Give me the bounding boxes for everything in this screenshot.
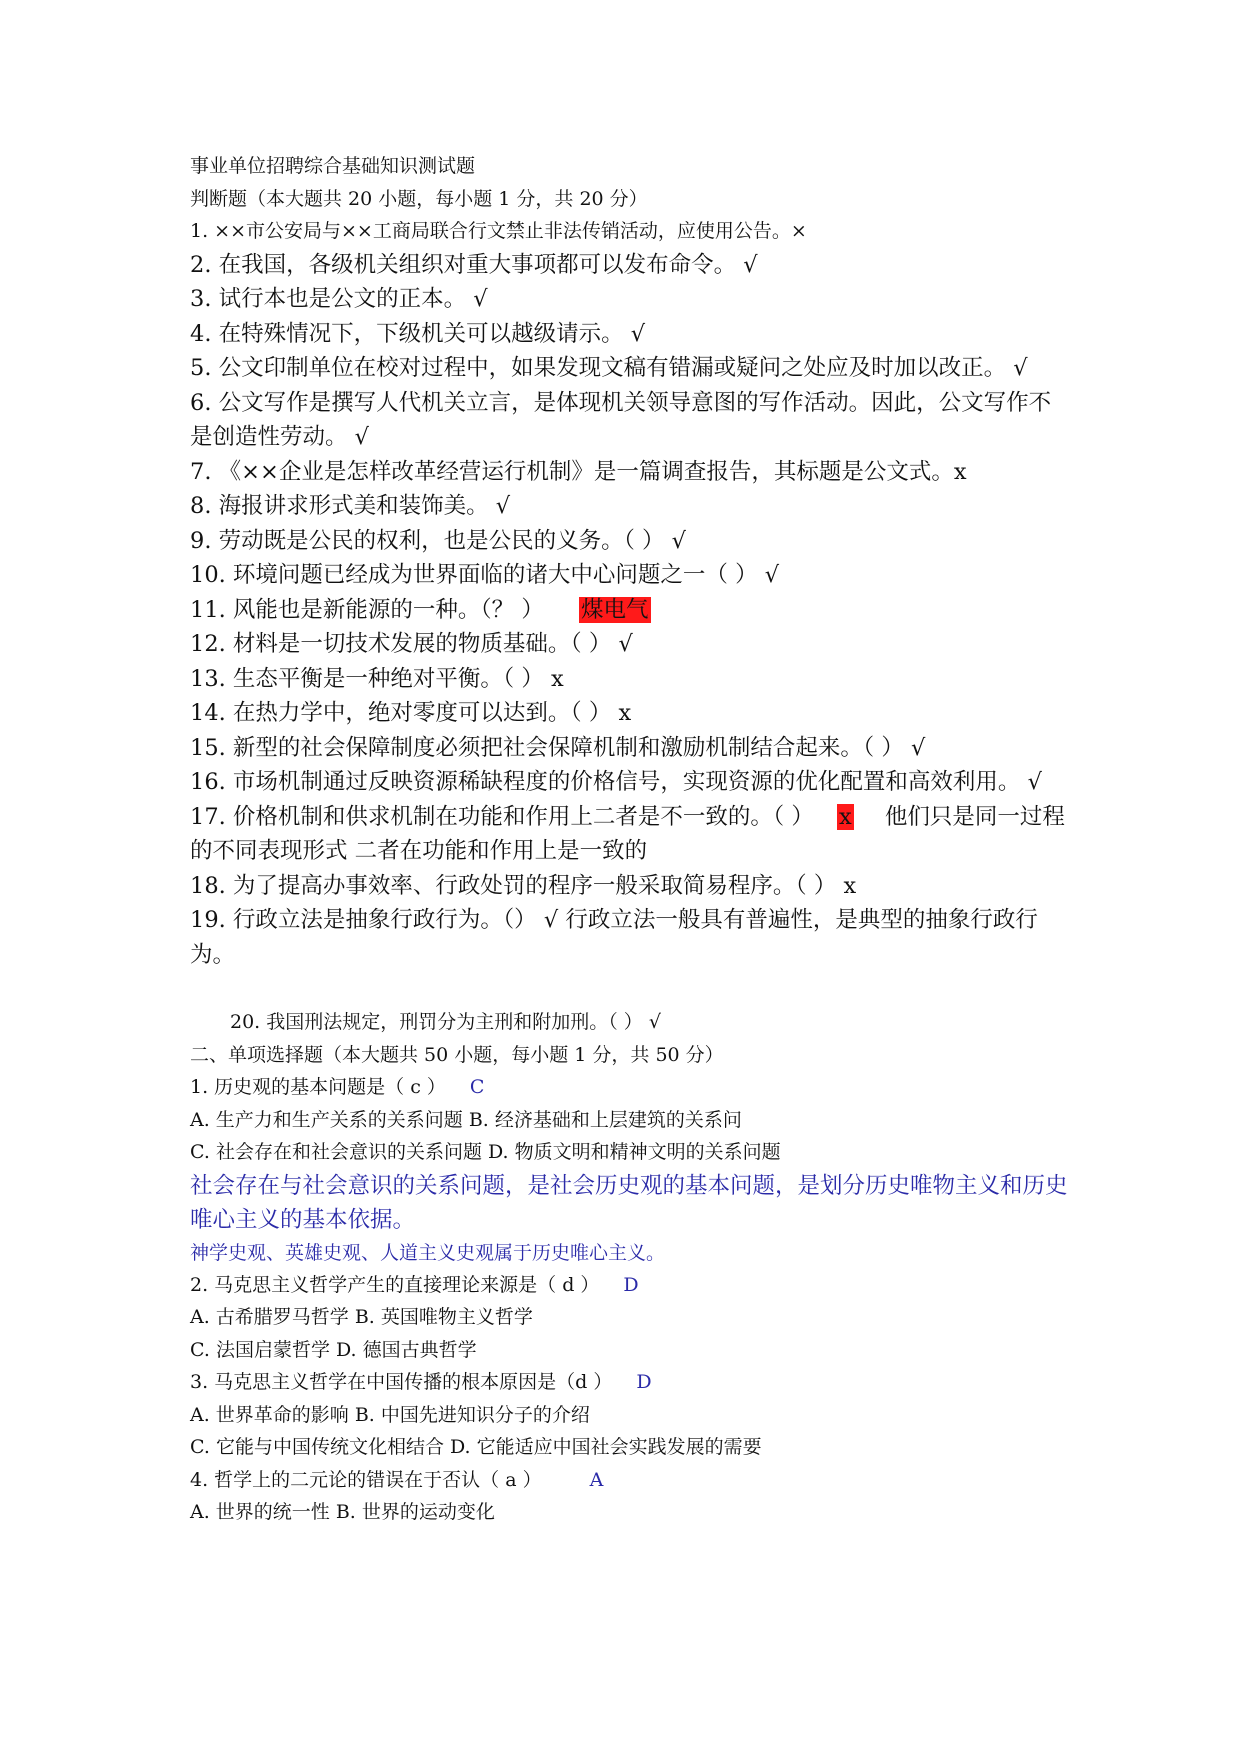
- question-17-mark: x: [839, 803, 852, 830]
- question-20: 20. 我国刑法规定，刑罚分为主刑和附加刑。（ ） √: [230, 1011, 661, 1033]
- mc-question-2-text: 2. 马克思主义哲学产生的直接理论来源是（ d ）: [190, 1273, 600, 1296]
- mc-question-1-options-cd: C. 社会存在和社会意识的关系问题 D. 物质文明和精神文明的关系问题: [190, 1141, 781, 1163]
- section2-header: 二、单项选择题（本大题共 50 小题，每小题 1 分，共 50 分）: [190, 1043, 724, 1066]
- mc-question-3-text: 3. 马克思主义哲学在中国传播的根本原因是（d ）: [190, 1371, 613, 1393]
- question-8: 8. 海报讲求形式美和装饰美。 √: [190, 493, 511, 519]
- mc-question-1: [190, 1071, 1070, 1104]
- question-14: 14. 在热力学中，绝对零度可以达到。（ ） x: [190, 700, 632, 726]
- question-15: 15. 新型的社会保障制度必须把社会保障机制和激励机制结合起来。（ ） √: [190, 734, 926, 761]
- mc-question-4-text: 4. 哲学上的二元论的错误在于否认（ a ）: [190, 1468, 542, 1491]
- mc-question-4-options-ab: A. 世界的统一性 B. 世界的运动变化: [190, 1501, 495, 1523]
- mc-question-1-explanation-2: 神学史观、英雄史观、人道主义史观属于历史唯心主义。: [190, 1241, 666, 1264]
- mc-question-2-answer: D: [623, 1273, 639, 1296]
- question-1: 1. ××市公安局与××工商局联合行文禁止非法传销活动，应使用公告。×: [190, 220, 807, 242]
- question-4: 4. 在特殊情况下，下级机关可以越级请示。 √: [190, 320, 646, 347]
- question-7: 7. 《××企业是怎样改革经营运行机制》是一篇调查报告，其标题是公文式。x: [190, 458, 967, 485]
- mc-question-2-options-ab: A. 古希腊罗马哲学 B. 英国唯物主义哲学: [190, 1306, 533, 1328]
- question-13: 13. 生态平衡是一种绝对平衡。（ ） x: [190, 665, 564, 692]
- question-11: [190, 593, 1070, 628]
- mc-question-3-options-ab: A. 世界革命的影响 B. 中国先进知识分子的介绍: [190, 1403, 590, 1426]
- mc-question-3-answer: D: [636, 1371, 652, 1393]
- mc-question-3: [190, 1366, 1070, 1399]
- mc-question-1-options-ab: A. 生产力和生产关系的关系问题 B. 经济基础和上层建筑的关系问: [190, 1108, 742, 1131]
- spacer: [190, 972, 1070, 1006]
- mc-question-1-answer: C: [469, 1076, 485, 1098]
- question-11-note: 煤电气: [581, 596, 649, 623]
- question-17: [190, 800, 1070, 869]
- mc-question-4: [190, 1464, 1070, 1497]
- section1-header: 判断题（本大题共 20 小题，每小题 1 分，共 20 分）: [190, 187, 648, 210]
- question-9: 9. 劳动既是公民的权利，也是公民的义务。（ ） √: [190, 527, 687, 554]
- mc-question-1-text: 1. 历史观的基本问题是（ c ）: [190, 1076, 446, 1098]
- mc-question-1-explanation: 社会存在与社会意识的关系问题，是社会历史观的基本问题，是划分历史唯物主义和历史唯心主义的基本依据。: [190, 1172, 1068, 1233]
- question-10: 10. 环境问题已经成为世界面临的诸大中心问题之一（ ） √: [190, 562, 780, 588]
- question-12: 12. 材料是一切技术发展的物质基础。（ ） √: [190, 631, 633, 657]
- question-3: 3. 试行本也是公文的正本。 √: [190, 286, 488, 312]
- question-19: 19. 行政立法是抽象行政行为。（） √ 行政立法一般具有普遍性，是典型的抽象行政行为。: [190, 907, 1038, 968]
- mc-question-2-options-cd: C. 法国启蒙哲学 D. 德国古典哲学: [190, 1338, 477, 1361]
- document-page: [190, 150, 1070, 1529]
- question-5: 5. 公文印制单位在校对过程中，如果发现文稿有错漏或疑问之处应及时加以改正。 √: [190, 355, 1028, 381]
- question-18: 18. 为了提高办事效率、行政处罚的程序一般采取简易程序。（ ） x: [190, 872, 857, 899]
- question-17-note: 他们只是同一过程的不同表现形式 二者在功能和作用上是一致的: [190, 803, 1065, 864]
- document-title: 事业单位招聘综合基础知识测试题: [190, 155, 476, 177]
- mc-question-3-options-cd: C. 它能与中国传统文化相结合 D. 它能适应中国社会实践发展的需要: [190, 1436, 762, 1458]
- mc-question-2: [190, 1269, 1070, 1302]
- mc-question-4-answer: A: [589, 1468, 604, 1491]
- question-17-text: 17. 价格机制和供求机制在功能和作用上二者是不一致的。（ ）: [190, 803, 814, 830]
- question-16: 16. 市场机制通过反映资源稀缺程度的价格信号，实现资源的优化配置和高效利用。 √: [190, 769, 1042, 795]
- question-6: 6. 公文写作是撰写人代机关立言，是体现机关领导意图的写作活动。因此，公文写作不是创造性劳动。 √: [190, 389, 1052, 450]
- question-2: 2. 在我国，各级机关组织对重大事项都可以发布命令。 √: [190, 251, 758, 278]
- question-11-text: 11. 风能也是新能源的一种。（？ ）: [190, 596, 544, 623]
